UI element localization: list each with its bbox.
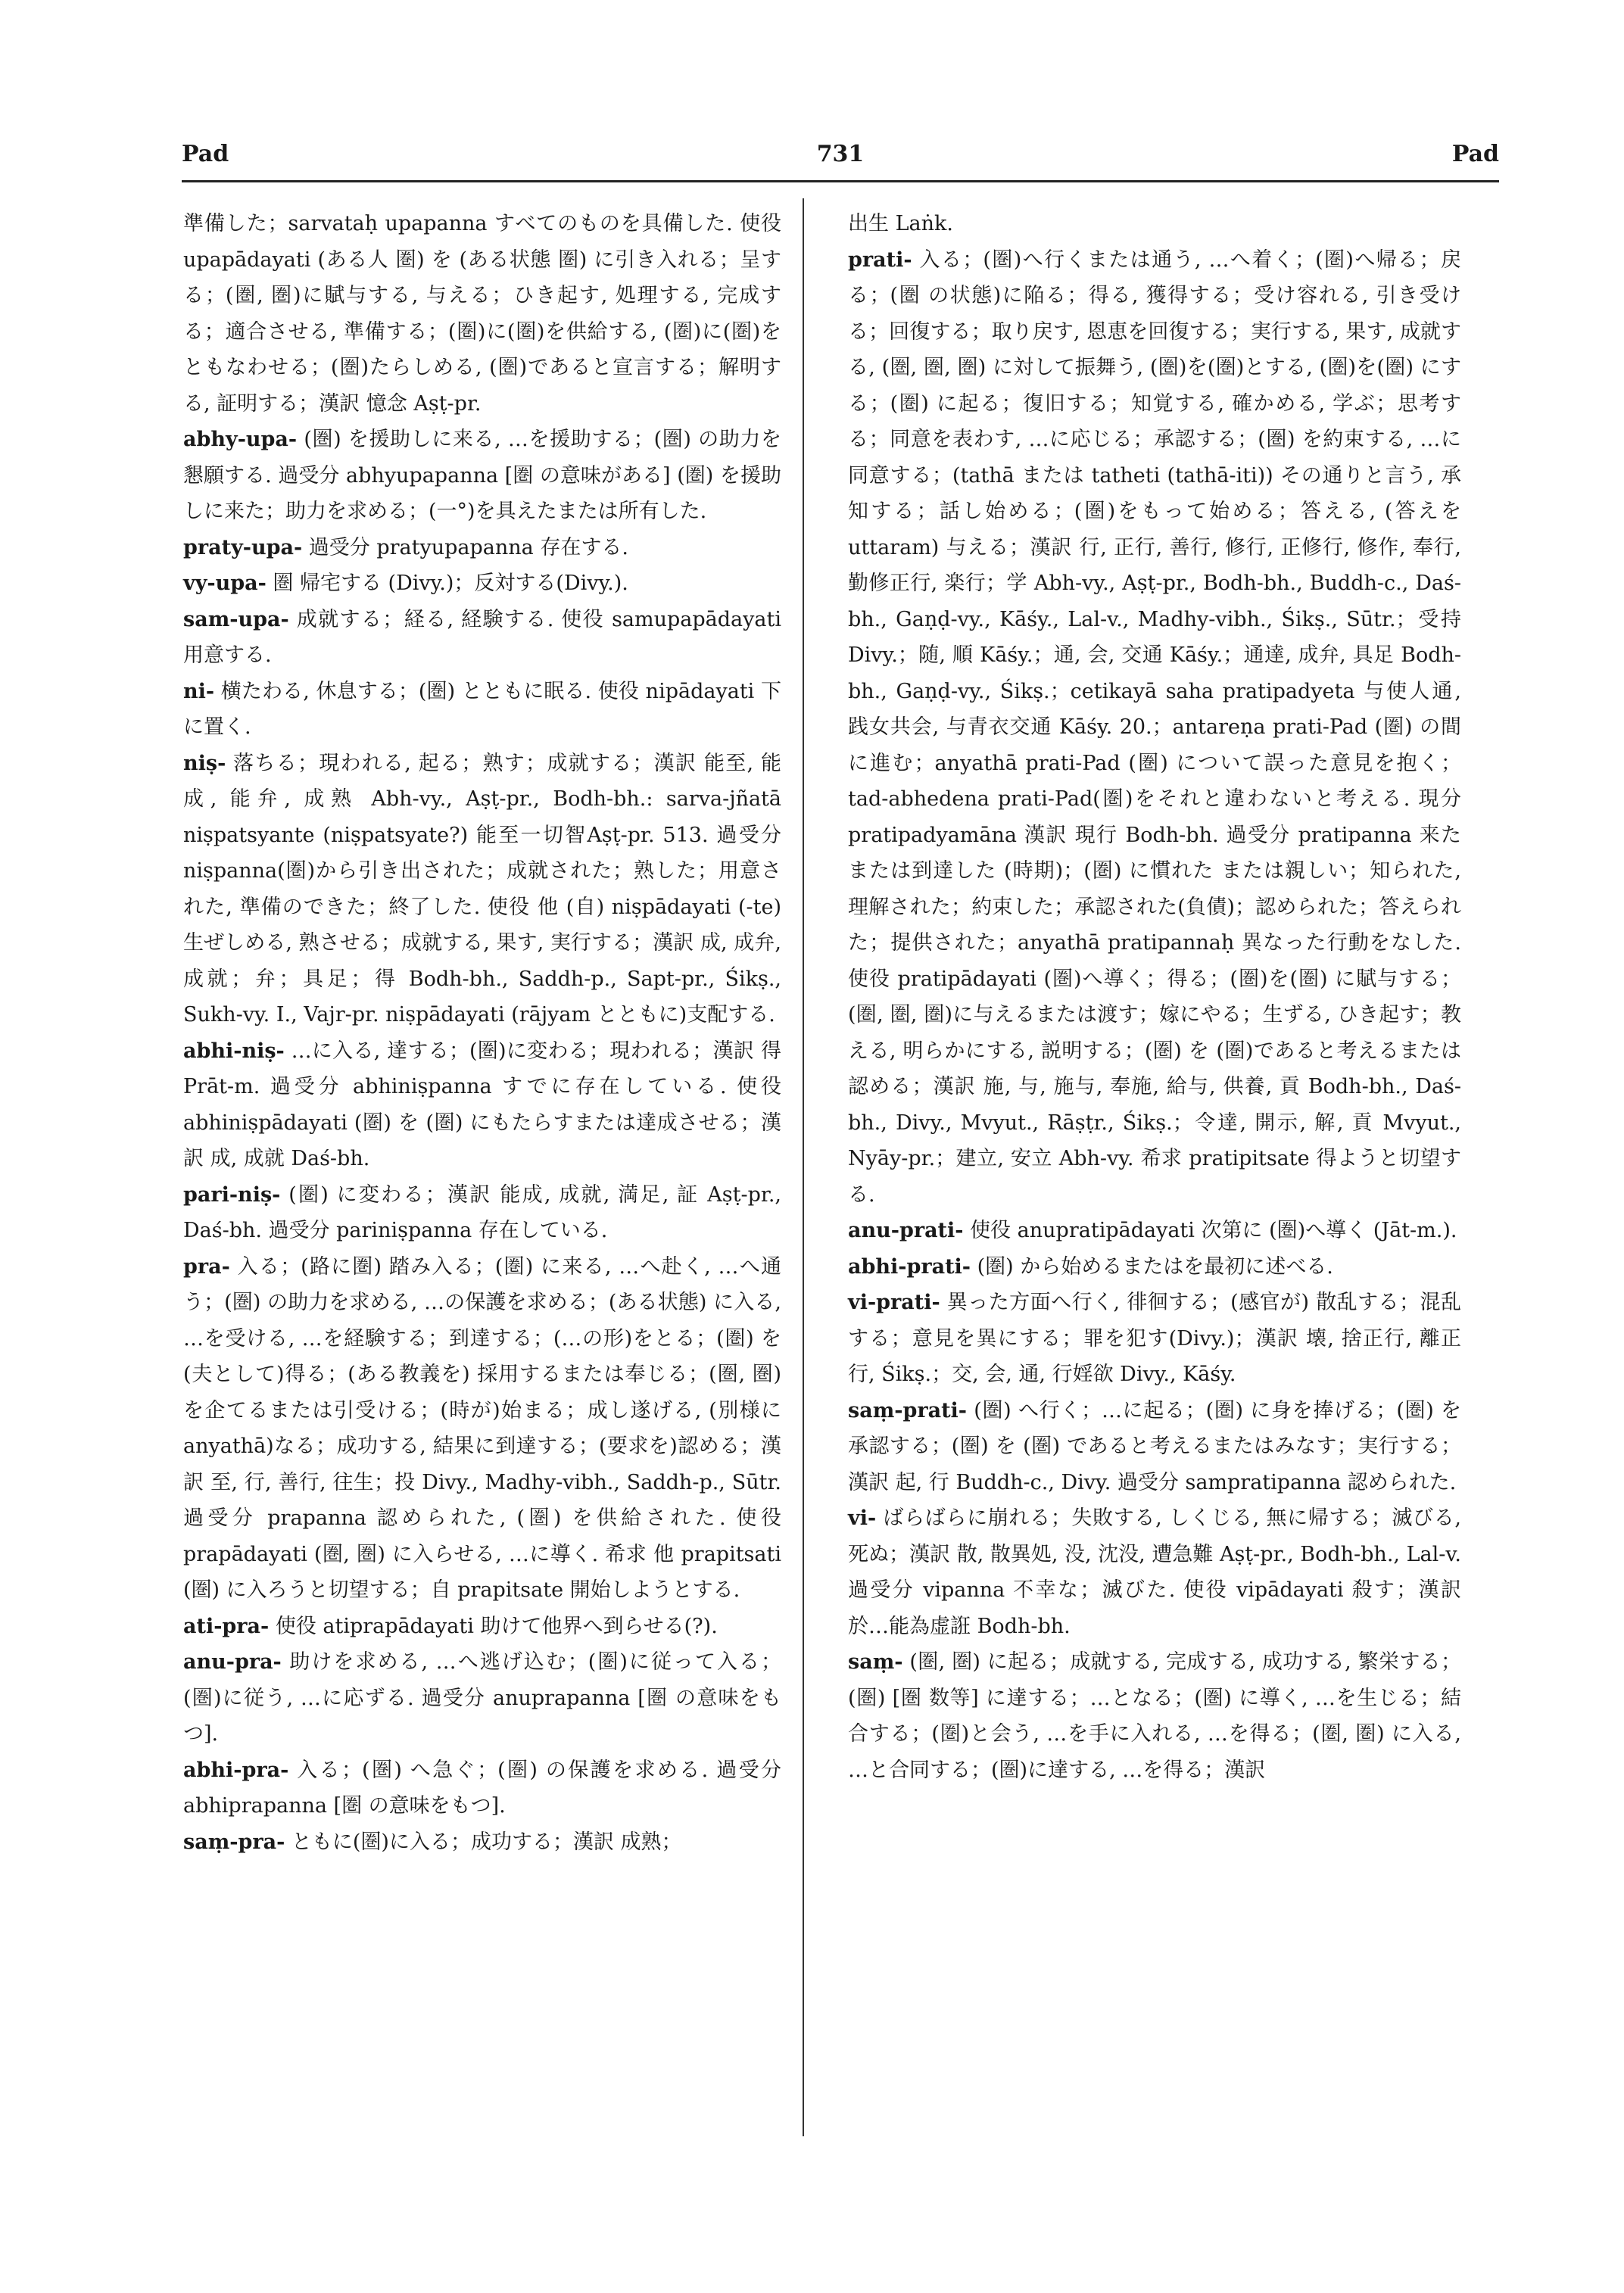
entry-headword: prati- <box>848 248 912 272</box>
dictionary-entry <box>183 1609 781 1645</box>
entry-text: ともに(圏)に入る；成功する；漢訳 成熟； <box>291 1830 682 1854</box>
right-running-headword: Pad <box>1451 141 1499 167</box>
entry-headword: abhi-niṣ- <box>183 1039 285 1063</box>
entry-text: (圏) へ行く；…に起る；(圏) に身を捧げる；(圏) を承認する；(圏) を (圏) であると考えるまたはみなす；実行する；漢訳 起, 行 Buddh-c., Divy. 過受分 sampratipanna 認められた. <box>848 1398 1461 1494</box>
entry-text: 圏 帰宅する (Divy.)；反対する(Divy.). <box>273 572 628 595</box>
entry-headword: vy-upa- <box>183 572 267 595</box>
entry-headword: anu-prati- <box>848 1219 964 1242</box>
dictionary-entry <box>848 1285 1461 1393</box>
dictionary-entry <box>183 1249 781 1609</box>
entry-text: (圏) を援助しに来る, …を援助する；(圏) の助力を懇願する. 過受分 abhyupapanna [圏 の意味がある] (圏) を援助しに来た；助力を求める；(一°)を具えたまたは所有した. <box>183 428 781 523</box>
dictionary-entry <box>183 1644 781 1752</box>
dictionary-entry <box>848 1393 1461 1501</box>
dictionary-entry <box>183 1752 781 1824</box>
dictionary-entry <box>183 746 781 1033</box>
dictionary-entry <box>183 602 781 674</box>
dictionary-entry <box>848 1249 1461 1285</box>
header-rule <box>182 180 1499 182</box>
entry-text: 落ちる；現われる, 起る；熟す；成就する；漢訳 能至, 能成, 能弁, 成熟 Abh-vy., Aṣṭ-pr., Bodh-bh.: sarva-jñatā niṣpatsyante (niṣpatsyate?) 能至一切智Aṣṭ-pr. 513. 過受分 niṣpanna(圏)から引き出された；成就された；熟した；用意された, 準備のできた；終了した. 使役 他 (自) niṣpādayati (-te) 生ぜしめる, 熟させる；成就する, 果す, 実行する；漢訳 成, 成弁, 成就；弁；具足；得 Bodh-bh., Saddh-p., Sapt-pr., Śikṣ., Sukh-vy. I., Vajr-pr. niṣpādayati (rājyam とともに)支配する. <box>183 751 781 1027</box>
entry-text: 入る；(圏)へ行くまたは通う, …へ着く；(圏)へ帰る；戻る；(圏 の状態)に陥る；得る, 獲得する；受け容れる, 引き受ける；回復する；取り戻す, 恩恵を回復する；実行する, 果す, 成就する, (圏, 圏, 圏) に対して振舞う, (圏)を(圏)とする, (圏)を(圏) にする；(圏) に起る；復旧する；知覚する, 確かめる, 学ぶ；思考する；同意を表わす, …に応じる；承認する；(圏) を約束する, …に同意する；(tathā または tatheti (tathā-iti)) その通りと言う, 承知する；話し始める；(圏)をもって始める；答える, (答えを uttaram) 与える；漢訳 行, 正行, 善行, 修行, 正修行, 修作, 奉行, 勤修正行, 楽行；学 Abh-vy., Aṣṭ-pr., Bodh-bh., Buddh-c., Daś-bh., Gaṇḍ-vy., Kāśy., Lal-v., Madhy-vibh., Śikṣ., Sūtr.；受持 Divy.；随, 順 Kāśy.；通, 会, 交通 Kāśy.；通達, 成弁, 具足 Bodh-bh., Gaṇḍ-vy., Śikṣ.；cetikayā saha pratipadyeta 与使人通, 践女共会, 与青衣交通 Kāśy. 20.；antareṇa prati-Pad (圏) の間に進む；anyathā prati-Pad (圏) について誤った意見を抱く；tad-abhedena prati-Pad(圏)をそれと違わないと考える. 現分 pratipadyamāna 漢訳 現行 Bodh-bh. 過受分 pratipanna 来た または到達した (時期)；(圏) に慣れた または親しい；知られた, 理解された；約束した；承認された(負債)；認められた；答えられた；提供された；anyathā pratipannaḥ 異なった行動をなした. 使役 pratipādayati (圏)へ導く；得る；(圏)を(圏) に賦与する；(圏, 圏, 圏)に与えるまたは渡す；嫁にやる；生ずる, ひき起す；教える, 明らかにする, 説明する；(圏) を (圏)であると考えるまたは認める；漢訳 施, 与, 施与, 奉施, 給与, 供養, 貢 Bodh-bh., Daś-bh., Divy., Mvyut., Rāṣṭr., Śikṣ.；令達, 開示, 解, 貢 Mvyut., Nyāy-pr.；建立, 安立 Abh-vy. 希求 pratipitsate 得ようと切望する. <box>848 248 1461 1207</box>
entry-headword: vi- <box>848 1506 877 1530</box>
left-running-headword: Pad <box>182 141 229 167</box>
entry-headword: saṃ-pra- <box>183 1830 285 1854</box>
entry-headword: anu-pra- <box>183 1650 282 1674</box>
entry-headword: sam-upa- <box>183 607 289 631</box>
entry-text: ばらばらに崩れる；失敗する, しくじる, 無に帰する；滅びる, 死ぬ；漢訳 散, 散異処, 没, 沈没, 遭急難 Aṣṭ-pr., Bodh-bh., Lal-v. 過受分 vipanna 不幸な；滅びた. 使役 vipādayati 殺す；漢訳 於…能為虚誑 Bodh-bh. <box>848 1506 1461 1638</box>
entry-text: 過受分 pratyupapanna 存在する. <box>308 535 628 559</box>
entry-text: 使役 anupratipādayati 次第に (圏)へ導く (Jāt-m.). <box>970 1219 1457 1242</box>
entry-text: …に入る, 達する；(圏)に変わる；現われる；漢訳 得 Prāt-m. 過受分 abhiniṣpanna すでに存在している. 使役 abhiniṣpādayati (圏) を (圏) にもたらすまたは達成させる；漢訳 成, 成就 Daś-bh. <box>183 1039 781 1170</box>
dictionary-entry <box>848 1500 1461 1644</box>
left-column <box>183 206 781 1860</box>
entry-headword: praty-upa- <box>183 535 303 559</box>
entry-text: 準備した；sarvataḥ upapanna すべてのものを具備した. 使役 upapādayati (ある人 圏) を (ある状態 圏) に引き入れる；呈する；(圏, 圏)に賦与する, 与える；ひき起す, 処理する, 完成する；適合させる, 準備する；(圏)に(圏)を供給する, (圏)に(圏)をともなわせる；(圏)たらしめる, (圏)であると宣言する；解明する, 証明する；漢訳 憶念 Aṣṭ-pr. <box>183 212 781 416</box>
entry-headword: vi-prati- <box>848 1291 940 1314</box>
entry-headword: abhy-upa- <box>183 428 298 451</box>
dictionary-entry <box>183 1824 781 1861</box>
dictionary-entry <box>848 1213 1461 1249</box>
entry-headword: saṃ- <box>848 1650 903 1674</box>
entry-text: 成就する；経る, 経験する. 使役 samupapādayati 用意する. <box>183 607 781 667</box>
dictionary-entry <box>848 1644 1461 1788</box>
entry-text: (圏) から始めるまたはを最初に述べる. <box>977 1254 1333 1279</box>
entry-headword: saṃ-prati- <box>848 1398 968 1422</box>
entry-headword: pra- <box>183 1254 230 1279</box>
entry-text: 横たわる, 休息する；(圏) とともに眠る. 使役 nipādayati 下に置く. <box>183 679 781 739</box>
entry-headword: abhi-prati- <box>848 1254 971 1279</box>
entry-text: 助けを求める, …へ逃げ込む；(圏)に従って入る；(圏)に従う, …に応ずる. 過受分 anuprapanna [圏 の意味をもつ]. <box>183 1650 781 1746</box>
right-column <box>848 206 1461 1788</box>
dictionary-entry <box>183 1177 781 1249</box>
dictionary-entry <box>183 422 781 530</box>
entry-headword: ati-pra- <box>183 1614 270 1638</box>
dictionary-entry <box>848 242 1461 1213</box>
dictionary-entry <box>183 565 781 602</box>
dictionary-entry <box>183 674 781 746</box>
entry-text: (圏, 圏) に起る；成就する, 完成する, 成功する, 繁栄する；(圏) [圏 数等] に達する；…となる；(圏) に導く, …を生じる；結合する；(圏)と会う, …を手に入れる, …を得る；(圏, 圏) に入る, …と合同する；(圏)に達する, …を得る；漢訳 <box>848 1650 1461 1782</box>
page-header <box>182 135 1499 180</box>
entry-text: (圏) に変わる；漢訳 能成, 成就, 満足, 証 Aṣṭ-pr., Daś-bh. 過受分 pariniṣpanna 存在している. <box>183 1182 781 1242</box>
page-number: 731 <box>816 141 865 167</box>
entry-headword: niṣ- <box>183 751 226 775</box>
column-divider <box>803 198 804 2136</box>
entry-headword: pari-niṣ- <box>183 1182 281 1207</box>
entry-text: 出生 Laṅk. <box>848 212 953 235</box>
entry-text: 異った方面へ行く, 徘徊する；(感官が) 散乱する；混乱する；意見を異にする；罪を犯す(Divy.)；漢訳 壊, 捨正行, 離正行, Śikṣ.；交, 会, 通, 行婬欲 Divy., Kāśy. <box>848 1291 1461 1386</box>
entry-text: 使役 atiprapādayati 助けて他界へ到らせる(?). <box>275 1614 718 1638</box>
entry-headword: abhi-pra- <box>183 1758 289 1782</box>
entry-text: 入る；(圏) へ急ぐ；(圏) の保護を求める. 過受分 abhiprapanna [圏 の意味をもつ]. <box>183 1758 781 1818</box>
entry-text: 入る；(路に圏) 踏み入る；(圏) に来る, …へ赴く, …へ通う；(圏) の助力を求める, …の保護を求める；(ある状態) に入る, …を受ける, …を経験する；到達する；(…の形)をとる；(圏) を(夫として)得る；(ある教義を) 採用するまたは奉じる；(圏, 圏)を企てるまたは引受ける；(時が)始まる；成し遂げる, (別様に anyathā)なる；成功する, 結果に到達する；(要求を)認める；漢訳 至, 行, 善行, 往生；投 Divy., Madhy-vibh., Saddh-p., Sūtr. 過受分 prapanna 認められた, (圏) を供給された. 使役 prapādayati (圏, 圏) に入らせる, …に導く. 希求 他 prapitsati (圏) に入ろうと切望する；自 prapitsate 開始しようとする. <box>183 1254 781 1602</box>
dictionary-entry <box>183 530 781 566</box>
dictionary-entry <box>848 206 1461 242</box>
entry-headword: ni- <box>183 679 215 703</box>
dictionary-entry <box>183 206 781 422</box>
dictionary-entry <box>183 1033 781 1177</box>
